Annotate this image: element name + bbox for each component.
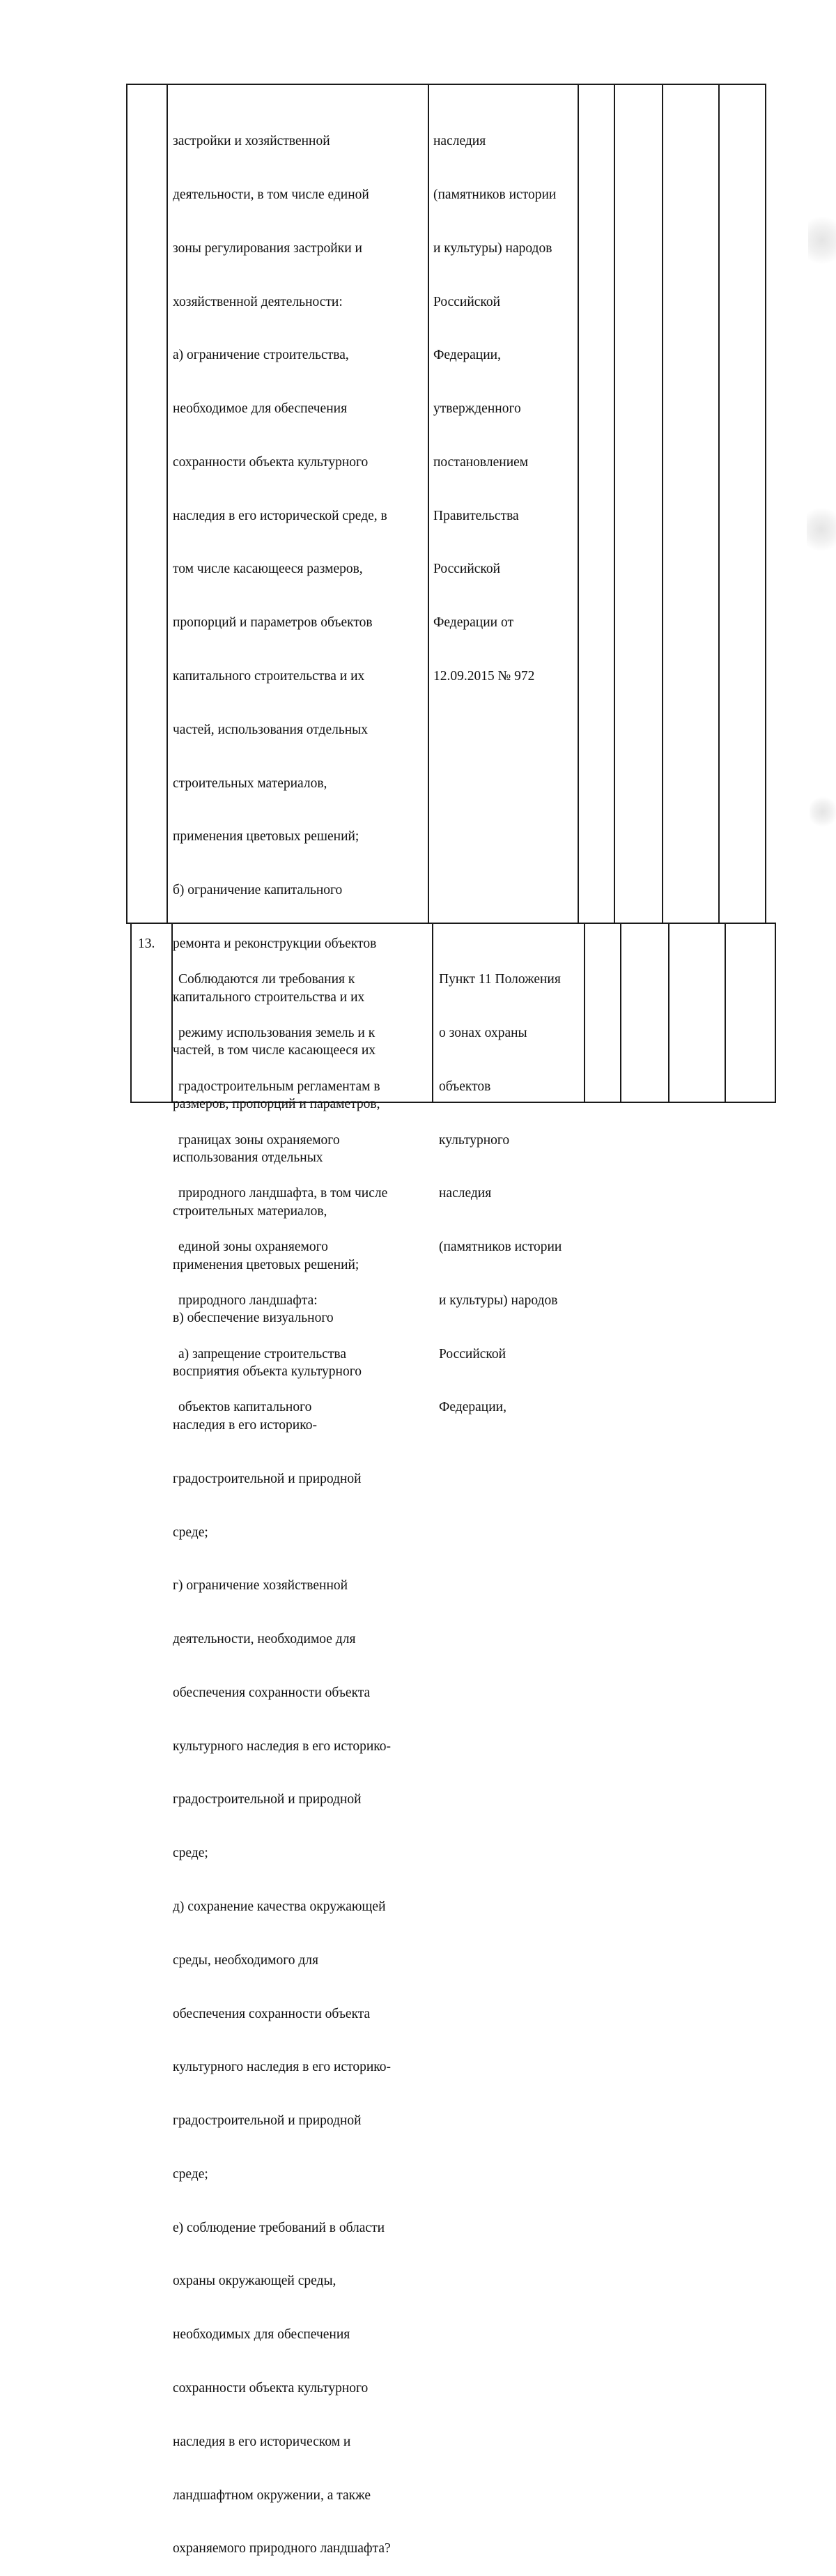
- question-line: Соблюдаются ли требования к: [178, 972, 355, 987]
- reference-line: Российской: [433, 562, 501, 577]
- question-line: применения цветовых решений;: [173, 829, 359, 844]
- scan-artifact: [807, 502, 836, 557]
- scan-artifact: [810, 794, 836, 829]
- question-line: капитального строительства и их: [173, 669, 365, 684]
- scan-artifact: [808, 209, 836, 272]
- reference-line: 12.09.2015 № 972: [433, 669, 535, 684]
- question-line: хозяйственной деятельности:: [173, 294, 343, 309]
- question-line: использования отдельных: [173, 1150, 323, 1166]
- col-border-left: [126, 84, 127, 923]
- question-line: б) ограничение капитального: [173, 883, 343, 898]
- question-line: необходимое для обеспечения: [173, 401, 348, 417]
- reference-line: Российской: [433, 294, 501, 309]
- question-line: наследия в его исторической среде, в: [173, 508, 387, 523]
- question-line: строительных материалов,: [173, 1203, 327, 1219]
- question-line: ремонта и реконструкции объектов: [173, 936, 377, 951]
- question-line: деятельности, в том числе единой: [173, 187, 369, 202]
- col-border-yes: [614, 84, 615, 923]
- question-line: природного ландшафта, в том числе: [178, 1186, 388, 1201]
- question-line: сохранности объекта культурного: [173, 454, 369, 470]
- reference-line: Федерации,: [439, 1400, 506, 1415]
- reference-line: Российской: [439, 1346, 506, 1362]
- row-12-reference-text: [433, 97, 556, 703]
- col-border-na: [725, 923, 726, 1103]
- col-border-reference: [578, 84, 579, 923]
- question-line: наследия в его историческом и: [173, 2434, 351, 2449]
- question-line: а) запрещение строительства: [178, 1346, 346, 1362]
- question-line: е) соблюдение требований в области: [173, 2220, 385, 2235]
- question-line: ландшафтном окружении, а также: [173, 2488, 371, 2503]
- reference-line: Федерации,: [433, 348, 501, 363]
- question-line: необходимых для обеспечения: [173, 2327, 350, 2343]
- question-line: градостроительной и природной: [173, 1792, 362, 1807]
- reference-line: культурного: [439, 1132, 510, 1148]
- col-border-question: [432, 923, 433, 1103]
- question-line: среде;: [173, 1525, 208, 1540]
- reference-line: о зонах охраны: [439, 1025, 527, 1040]
- question-line: обеспечения сохранности объекта: [173, 1685, 371, 1700]
- question-line: размеров, пропорций и параметров,: [173, 1097, 380, 1112]
- reference-line: и культуры) народов: [433, 240, 552, 256]
- reference-line: объектов: [439, 1079, 491, 1094]
- row-13-question-text: [178, 935, 387, 1435]
- question-line: среды, необходимого для: [173, 1952, 318, 1968]
- reference-line: Федерации от: [433, 615, 513, 631]
- col-border-right: [765, 84, 766, 923]
- question-line: том числе касающееся размеров,: [173, 562, 363, 577]
- question-line: капитального строительства и их: [173, 989, 365, 1005]
- reference-line: (памятников истории: [439, 1240, 562, 1255]
- question-line: д) сохранение качества окружающей: [173, 1899, 386, 1914]
- question-line: зоны регулирования застройки и: [173, 240, 362, 256]
- question-line: восприятия объекта культурного: [173, 1364, 362, 1380]
- reference-line: постановлением: [433, 454, 529, 470]
- question-line: градостроительной и природной: [173, 2113, 362, 2129]
- question-line: среде;: [173, 1846, 208, 1861]
- col-border-no: [668, 923, 669, 1103]
- question-line: среде;: [173, 2166, 208, 2182]
- question-line: наследия в его историко-: [173, 1417, 317, 1433]
- col-border-question: [428, 84, 429, 923]
- question-line: объектов капитального: [178, 1400, 312, 1415]
- col-border-right: [775, 923, 776, 1103]
- question-line: границах зоны охраняемого: [178, 1132, 340, 1148]
- row-13-reference-text: [439, 935, 562, 1435]
- reference-line: наследия: [439, 1186, 492, 1201]
- question-line: градостроительной и природной: [173, 1471, 362, 1486]
- question-line: природного ландшафта:: [178, 1293, 318, 1308]
- question-line: частей, использования отдельных: [173, 722, 369, 737]
- question-line: в) обеспечение визуального: [173, 1311, 334, 1326]
- question-line: единой зоны охраняемого: [178, 1240, 328, 1255]
- question-line: г) ограничение хозяйственной: [173, 1578, 348, 1594]
- question-line: строительных материалов,: [173, 776, 327, 791]
- question-line: застройки и хозяйственной: [173, 134, 330, 149]
- row-13-number: 13.: [138, 936, 155, 951]
- col-border-no: [662, 84, 663, 923]
- question-line: обеспечения сохранности объекта: [173, 2006, 371, 2021]
- reference-line: и культуры) народов: [439, 1293, 558, 1308]
- reference-line: Правительства: [433, 508, 519, 523]
- table-top-border: [126, 84, 766, 85]
- question-line: культурного наследия в его историко-: [173, 1738, 392, 1754]
- question-line: а) ограничение строительства,: [173, 348, 349, 363]
- question-line: культурного наследия в его историко-: [173, 2060, 392, 2075]
- reference-line: Пункт 11 Положения: [439, 972, 561, 987]
- question-line: режиму использования земель и к: [178, 1025, 376, 1040]
- reference-line: (памятников истории: [433, 187, 557, 202]
- question-line: градостроительным регламентам в: [178, 1079, 380, 1094]
- question-line: применения цветовых решений;: [173, 1257, 359, 1272]
- question-line: охраны окружающей среды,: [173, 2274, 336, 2289]
- question-line: сохранности объекта культурного: [173, 2381, 369, 2396]
- question-line: пропорций и параметров объектов: [173, 615, 373, 631]
- reference-line: утвержденного: [433, 401, 521, 417]
- reference-line: наследия: [433, 134, 486, 149]
- col-border-reference: [584, 923, 585, 1103]
- col-border-left: [130, 923, 132, 1103]
- question-line: охраняемого природного ландшафта?: [173, 2541, 391, 2556]
- question-line: частей, в том числе касающееся их: [173, 1043, 376, 1058]
- col-border-na: [718, 84, 720, 923]
- col-border-yes: [620, 923, 621, 1103]
- col-border-num: [167, 84, 168, 923]
- question-line: деятельности, необходимое для: [173, 1632, 356, 1647]
